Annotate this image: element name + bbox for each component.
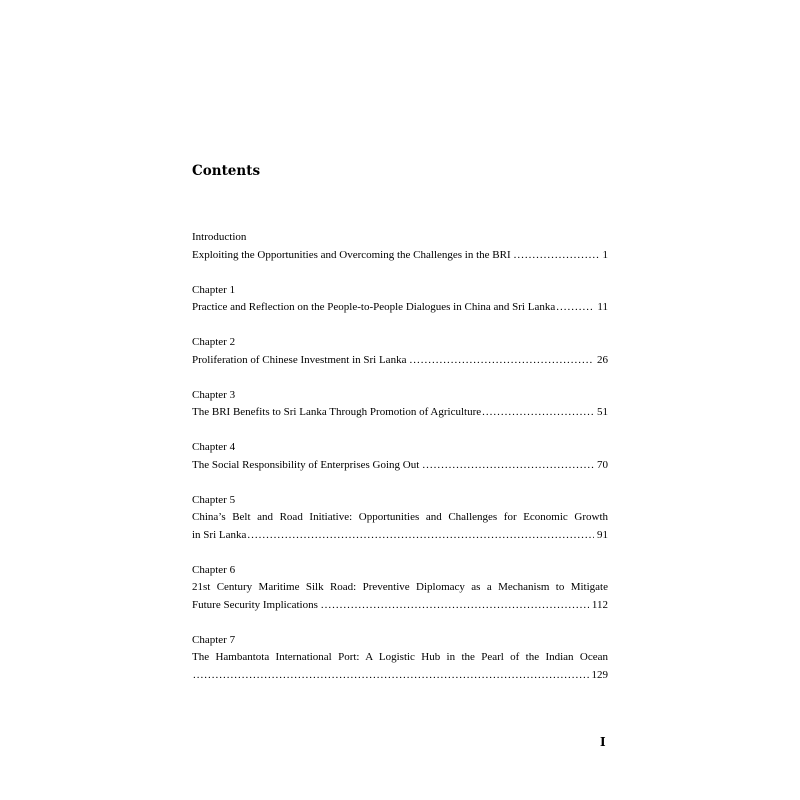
entry-page-number: 26 <box>597 353 608 366</box>
entry-title: Exploiting the Opportunities and Overcoming the Challenges in the BRI <box>192 248 511 261</box>
toc-entry-chapter-5 <box>192 492 608 545</box>
toc-entry-chapter-3 <box>192 387 608 422</box>
dot-leader <box>321 597 589 615</box>
dot-leader <box>193 667 589 685</box>
entry-title-line-1: 21st Century Maritime Silk Road: Preventive Diplomacy as a Mechanism to Mitigate <box>192 581 608 593</box>
entry-label: Chapter 2 <box>192 336 236 348</box>
entry-title-line-2 <box>192 527 608 545</box>
dot-leader <box>482 404 594 422</box>
entry-title-line <box>192 352 608 370</box>
entry-label: Chapter 5 <box>192 493 236 506</box>
page-folio-number: I <box>600 735 606 749</box>
entry-page-number: 70 <box>597 458 608 471</box>
dot-leader <box>409 352 594 370</box>
entry-title-continuation: Future Security Implications <box>192 598 318 611</box>
entry-title-line <box>192 299 608 317</box>
toc-entry-chapter-7 <box>192 632 608 685</box>
entry-page-number: 51 <box>597 406 608 418</box>
entry-label: Chapter 7 <box>192 633 236 646</box>
entry-title-line <box>192 404 608 422</box>
entry-page-number: 129 <box>591 668 608 681</box>
toc-entry-chapter-4 <box>192 439 608 474</box>
toc-entry-introduction <box>192 229 608 264</box>
entry-title: The Social Responsibility of Enterprises Going Out <box>192 458 420 471</box>
entry-label: Chapter 3 <box>192 388 236 401</box>
entry-title: The BRI Benefits to Sri Lanka Through Promotion of Agriculture <box>192 406 482 418</box>
dot-leader <box>247 527 594 545</box>
contents-heading: Contents <box>192 163 261 179</box>
entry-title-line-2 <box>192 597 608 615</box>
entry-label: Chapter 1 <box>192 283 236 296</box>
entry-title: Practice and Reflection on the People-to-People Dialogues in China and Sri Lanka <box>192 301 556 313</box>
dot-leader <box>422 457 594 475</box>
entry-title-line <box>192 247 608 265</box>
dot-leader <box>556 299 594 317</box>
entry-title-continuation: in Sri Lanka <box>192 528 247 541</box>
entry-page-number: 91 <box>597 528 608 541</box>
entry-label: Chapter 6 <box>192 563 236 576</box>
entry-page-number: 11 <box>597 301 608 313</box>
toc-entry-chapter-6 <box>192 562 608 615</box>
entry-label: Chapter 4 <box>192 441 236 453</box>
table-of-contents <box>192 229 608 702</box>
entry-page-number: 112 <box>591 598 608 611</box>
entry-label: Introduction <box>192 231 247 243</box>
entry-title: Proliferation of Chinese Investment in Sri Lanka <box>192 353 407 366</box>
entry-title-line-1: China’s Belt and Road Initiative: Opportunities and Challenges for Economic Growth <box>192 511 608 523</box>
toc-entry-chapter-1 <box>192 282 608 317</box>
dot-leader <box>514 247 600 265</box>
entry-title-line-2 <box>192 667 608 685</box>
toc-entry-chapter-2 <box>192 334 608 369</box>
entry-title-line-1: The Hambantota International Port: A Logistic Hub in the Pearl of the Indian Ocean <box>192 651 608 663</box>
entry-page-number: 1 <box>602 248 608 261</box>
entry-title-line <box>192 457 608 475</box>
